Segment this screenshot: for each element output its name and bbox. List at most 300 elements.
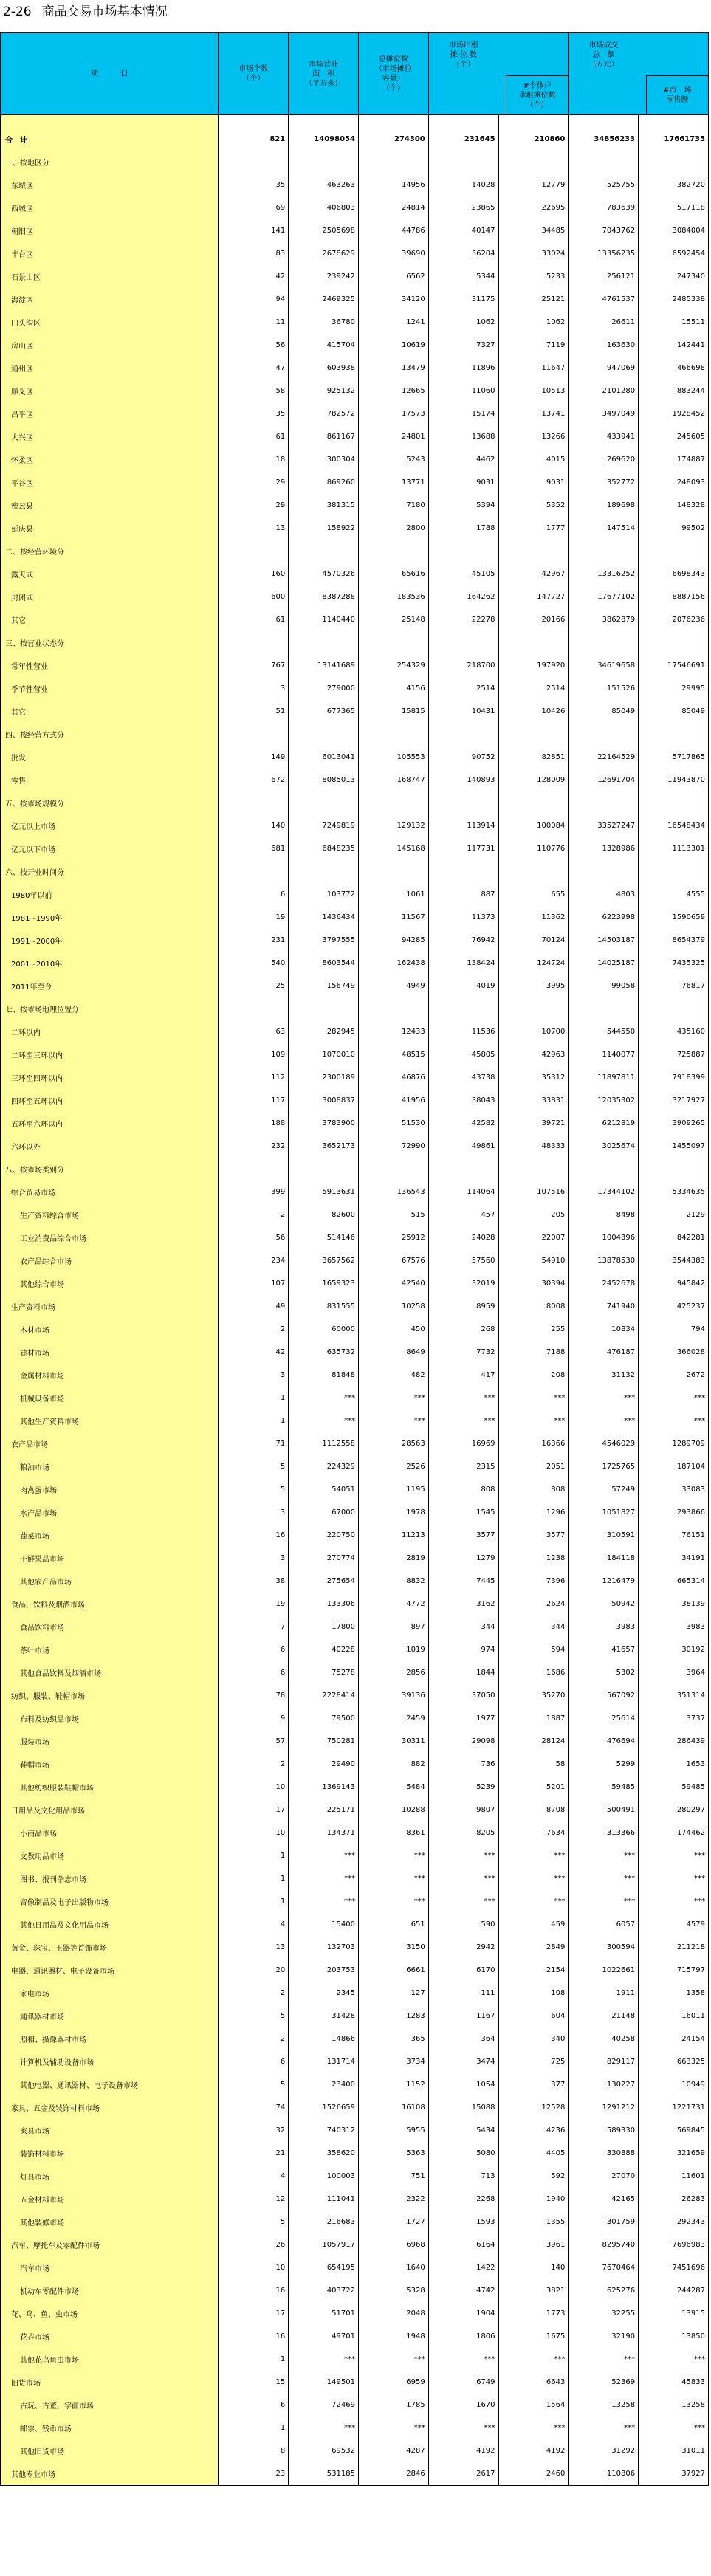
individual-stalls-cell: ***	[498, 2417, 569, 2439]
row-label: 日用品及文化用品市场	[1, 1799, 219, 1821]
market-count-cell	[219, 791, 289, 814]
rented-stalls-cell: 9807	[428, 1799, 498, 1821]
table-row	[1, 883, 709, 906]
area-cell: 869260	[289, 471, 359, 494]
row-label: 六环以外	[1, 1135, 219, 1158]
turnover-cell: 433941	[569, 425, 639, 448]
retail-cell: 76151	[639, 1524, 709, 1547]
rented-stalls-cell: 974	[428, 1638, 498, 1661]
rented-stalls-cell: 344	[428, 1615, 498, 1638]
retail-cell: ***	[639, 2417, 709, 2439]
rented-stalls-cell: 23865	[428, 196, 498, 219]
turnover-cell: 5299	[569, 1753, 639, 1776]
individual-stalls-cell: 10700	[498, 1020, 569, 1043]
rented-stalls-cell: 11896	[428, 357, 498, 379]
individual-stalls-cell: 10426	[498, 700, 569, 723]
area-cell: 60000	[289, 1318, 359, 1341]
total-stalls-cell: 1978	[358, 1501, 428, 1524]
individual-stalls-cell: 10513	[498, 379, 569, 402]
individual-stalls-cell: 3961	[498, 2233, 569, 2256]
total-stalls-cell: 6968	[358, 2233, 428, 2256]
market-count-cell: 35	[219, 402, 289, 425]
rented-stalls-cell: 5239	[428, 1776, 498, 1799]
retail-cell: 1113301	[639, 837, 709, 860]
total-stalls-cell: 5328	[358, 2279, 428, 2302]
table-row	[1, 1066, 709, 1089]
turnover-cell	[569, 860, 639, 883]
rented-stalls-cell: ***	[428, 2348, 498, 2371]
turnover-cell: 34856233	[569, 127, 639, 151]
table-row	[1, 311, 709, 334]
row-label: 五金材料市场	[1, 2188, 219, 2211]
total-stalls-cell: ***	[358, 1867, 428, 1890]
header-turnover: 市场成交 总 额 （万元） #市 场 零售额	[569, 33, 709, 115]
turnover-cell: 544550	[569, 1020, 639, 1043]
market-count-cell: 61	[219, 608, 289, 631]
turnover-cell: 57249	[569, 1478, 639, 1501]
market-count-cell: 10	[219, 2256, 289, 2279]
total-stalls-cell: 24801	[358, 425, 428, 448]
rented-stalls-cell: 15088	[428, 2096, 498, 2119]
turnover-cell: 500491	[569, 1799, 639, 1821]
row-label: 其他纺织服装鞋帽市场	[1, 1776, 219, 1799]
area-cell: 224329	[289, 1455, 359, 1478]
individual-stalls-cell: ***	[498, 1387, 569, 1409]
area-cell	[289, 860, 359, 883]
individual-stalls-cell: 124724	[498, 952, 569, 975]
retail-cell: 321659	[639, 2142, 709, 2165]
turnover-cell: 300594	[569, 1936, 639, 1959]
table-row	[1, 608, 709, 631]
market-count-cell: 4	[219, 2165, 289, 2188]
total-stalls-cell: 4949	[358, 975, 428, 997]
market-count-cell: 2	[219, 1753, 289, 1776]
retail-cell: 85049	[639, 700, 709, 723]
row-label: 茶叶市场	[1, 1638, 219, 1661]
table-row	[1, 1844, 709, 1867]
total-stalls-cell: 162438	[358, 952, 428, 975]
turnover-cell: 589330	[569, 2119, 639, 2142]
row-label: 其他电器、通讯器材、电子设备市场	[1, 2073, 219, 2096]
page-title	[3, 3, 168, 21]
rented-stalls-cell: 1904	[428, 2302, 498, 2325]
total-stalls-cell: 10258	[358, 1295, 428, 1318]
rented-stalls-cell: 13688	[428, 425, 498, 448]
market-count-cell: 3	[219, 1501, 289, 1524]
total-stalls-cell: 168747	[358, 769, 428, 791]
area-cell: 3652173	[289, 1135, 359, 1158]
individual-stalls-cell: 42967	[498, 563, 569, 585]
turnover-cell: 147514	[569, 517, 639, 540]
total-stalls-cell: 12433	[358, 1020, 428, 1043]
turnover-cell: 625276	[569, 2279, 639, 2302]
total-stalls-cell: 1283	[358, 2005, 428, 2027]
table-row	[1, 814, 709, 837]
area-cell: 239242	[289, 265, 359, 288]
table-row	[1, 2005, 709, 2027]
turnover-cell: 163630	[569, 334, 639, 357]
section-header-row	[1, 997, 709, 1020]
individual-stalls-cell: 4236	[498, 2119, 569, 2142]
rented-stalls-cell: 736	[428, 1753, 498, 1776]
market-count-cell: 20	[219, 1959, 289, 1982]
market-count-cell: 56	[219, 1226, 289, 1249]
area-cell: 82600	[289, 1203, 359, 1226]
individual-stalls-cell: 208	[498, 1364, 569, 1387]
table-row	[1, 1890, 709, 1913]
rented-stalls-cell: 364	[428, 2027, 498, 2050]
total-stalls-cell: 6562	[358, 265, 428, 288]
table-row	[1, 174, 709, 196]
turnover-cell: 741940	[569, 1295, 639, 1318]
row-label: 其它	[1, 608, 219, 631]
individual-stalls-cell: 39721	[498, 1112, 569, 1135]
individual-stalls-cell: 1686	[498, 1661, 569, 1684]
market-count-cell: 74	[219, 2096, 289, 2119]
table-row	[1, 1112, 709, 1135]
retail-cell	[639, 723, 709, 746]
rented-stalls-cell: 31175	[428, 288, 498, 311]
individual-stalls-cell: 42963	[498, 1043, 569, 1066]
total-stalls-cell: 6661	[358, 1959, 428, 1982]
table-row	[1, 2348, 709, 2371]
row-label: 水产品市场	[1, 1501, 219, 1524]
row-label: 2001~2010年	[1, 952, 219, 975]
rented-stalls-cell	[428, 997, 498, 1020]
turnover-cell: 525755	[569, 174, 639, 196]
market-count-cell: 5	[219, 2073, 289, 2096]
retail-cell	[639, 151, 709, 174]
area-cell: 75278	[289, 1661, 359, 1684]
market-count-cell: 681	[219, 837, 289, 860]
statistics-table-container	[0, 32, 709, 2486]
table-header-row	[1, 33, 709, 115]
row-label: 黄金、珠宝、玉器等首饰市场	[1, 1936, 219, 1959]
turnover-cell: 27070	[569, 2165, 639, 2188]
rented-stalls-cell: 42582	[428, 1112, 498, 1135]
turnover-cell	[569, 631, 639, 654]
table-row	[1, 1226, 709, 1249]
area-cell	[289, 631, 359, 654]
row-label: 亿元以上市场	[1, 814, 219, 837]
row-label: 其他农产品市场	[1, 1570, 219, 1593]
individual-stalls-cell	[498, 540, 569, 563]
rented-stalls-cell: 3162	[428, 1593, 498, 1615]
market-count-cell: 11	[219, 311, 289, 334]
retail-cell: 31011	[639, 2439, 709, 2462]
rented-stalls-cell: 417	[428, 1364, 498, 1387]
rented-stalls-cell: 164262	[428, 585, 498, 608]
retail-cell: 13850	[639, 2325, 709, 2348]
retail-cell: 3964	[639, 1661, 709, 1684]
table-row	[1, 2394, 709, 2417]
turnover-cell: 4761537	[569, 288, 639, 311]
retail-cell: 38139	[639, 1593, 709, 1615]
rented-stalls-cell: 1062	[428, 311, 498, 334]
total-stalls-cell: 450	[358, 1318, 428, 1341]
market-count-cell: 51	[219, 700, 289, 723]
market-count-cell: 1	[219, 1890, 289, 1913]
turnover-cell: 1328986	[569, 837, 639, 860]
market-count-cell: 47	[219, 357, 289, 379]
turnover-cell	[569, 151, 639, 174]
table-row	[1, 265, 709, 288]
table-row	[1, 1249, 709, 1272]
total-stalls-cell: 1948	[358, 2325, 428, 2348]
retail-cell	[639, 791, 709, 814]
market-count-cell: 83	[219, 242, 289, 265]
retail-cell: 245605	[639, 425, 709, 448]
row-label: 计算机及辅助设备市场	[1, 2050, 219, 2073]
retail-cell: 4555	[639, 883, 709, 906]
turnover-cell: 31292	[569, 2439, 639, 2462]
turnover-cell: 1004396	[569, 1226, 639, 1249]
row-label: 文教用品市场	[1, 1844, 219, 1867]
table-row	[1, 1730, 709, 1753]
retail-cell: 26283	[639, 2188, 709, 2211]
retail-cell: 382720	[639, 174, 709, 196]
retail-cell: 7918399	[639, 1066, 709, 1089]
rented-stalls-cell	[428, 631, 498, 654]
total-stalls-cell: 515	[358, 1203, 428, 1226]
retail-cell: 11601	[639, 2165, 709, 2188]
row-label: 小商品市场	[1, 1821, 219, 1844]
header-total-stalls: 总摊位数 （市场摊位 容量） （个）	[358, 33, 428, 115]
row-label: 农产品综合市场	[1, 1249, 219, 1272]
market-count-cell: 234	[219, 1249, 289, 1272]
table-row	[1, 585, 709, 608]
total-stalls-cell: 5363	[358, 2142, 428, 2165]
individual-stalls-cell: 1564	[498, 2394, 569, 2417]
row-label: 灯具市场	[1, 2165, 219, 2188]
total-stalls-cell: 2856	[358, 1661, 428, 1684]
rented-stalls-cell: 2514	[428, 677, 498, 700]
retail-cell: ***	[639, 1409, 709, 1432]
area-cell: 1112558	[289, 1432, 359, 1455]
row-label: 其他花鸟鱼虫市场	[1, 2348, 219, 2371]
retail-cell: 2672	[639, 1364, 709, 1387]
rented-stalls-cell	[428, 723, 498, 746]
individual-stalls-cell	[498, 151, 569, 174]
total-stalls-cell: 7180	[358, 494, 428, 517]
retail-cell: 1221731	[639, 2096, 709, 2119]
retail-cell	[639, 540, 709, 563]
header-retail-sales: #市 场 零售额	[646, 75, 708, 114]
market-count-cell: 188	[219, 1112, 289, 1135]
market-count-cell: 3	[219, 1547, 289, 1570]
header-individual-stalls: #个体户 承租摊位数 （个）	[506, 75, 568, 114]
market-count-cell: 16	[219, 2325, 289, 2348]
area-cell: 40228	[289, 1638, 359, 1661]
retail-cell: 3084004	[639, 219, 709, 242]
total-stalls-cell: ***	[358, 1844, 428, 1867]
area-cell: 203753	[289, 1959, 359, 1982]
total-stalls-cell: 44786	[358, 219, 428, 242]
area-cell: 103772	[289, 883, 359, 906]
row-label: 平谷区	[1, 471, 219, 494]
table-row	[1, 1867, 709, 1890]
total-stalls-cell: 34120	[358, 288, 428, 311]
individual-stalls-cell: 1773	[498, 2302, 569, 2325]
total-stalls-cell: 8649	[358, 1341, 428, 1364]
individual-stalls-cell: 16366	[498, 1432, 569, 1455]
individual-stalls-cell: 110776	[498, 837, 569, 860]
row-label: 其他综合市场	[1, 1272, 219, 1295]
market-count-cell: 540	[219, 952, 289, 975]
individual-stalls-cell: 54910	[498, 1249, 569, 1272]
table-row	[1, 2119, 709, 2142]
individual-stalls-cell	[498, 860, 569, 883]
turnover-cell: 3983	[569, 1615, 639, 1638]
row-label: 合 计	[1, 127, 219, 151]
rented-stalls-cell: 4192	[428, 2439, 498, 2462]
area-cell: 81848	[289, 1364, 359, 1387]
total-stalls-cell: 1019	[358, 1638, 428, 1661]
retail-cell: 30192	[639, 1638, 709, 1661]
turnover-cell: 1022661	[569, 1959, 639, 1982]
table-row	[1, 2073, 709, 2096]
row-label: 建材市场	[1, 1341, 219, 1364]
retail-cell: 33083	[639, 1478, 709, 1501]
total-stalls-cell: 13771	[358, 471, 428, 494]
rented-stalls-cell: 4019	[428, 975, 498, 997]
individual-stalls-cell: 340	[498, 2027, 569, 2050]
area-cell: 158922	[289, 517, 359, 540]
market-count-cell: 35	[219, 174, 289, 196]
rented-stalls-cell: 2617	[428, 2462, 498, 2486]
row-label: 鞋帽市场	[1, 1753, 219, 1776]
turnover-cell: 256121	[569, 265, 639, 288]
turnover-cell: 313366	[569, 1821, 639, 1844]
table-row	[1, 379, 709, 402]
individual-stalls-cell: 210860	[498, 127, 569, 151]
rented-stalls-cell: 11060	[428, 379, 498, 402]
individual-stalls-cell: 2460	[498, 2462, 569, 2486]
rented-stalls-cell: 45105	[428, 563, 498, 585]
turnover-cell: 567092	[569, 1684, 639, 1707]
rented-stalls-cell: 16969	[428, 1432, 498, 1455]
individual-stalls-cell	[498, 723, 569, 746]
retail-cell: 883244	[639, 379, 709, 402]
retail-cell: 248093	[639, 471, 709, 494]
individual-stalls-cell: 7634	[498, 1821, 569, 1844]
row-label: 家具市场	[1, 2119, 219, 2142]
rented-stalls-cell: 11373	[428, 906, 498, 929]
area-cell: 156749	[289, 975, 359, 997]
rented-stalls-cell: 2315	[428, 1455, 498, 1478]
area-cell: 31428	[289, 2005, 359, 2027]
retail-cell: 2485338	[639, 288, 709, 311]
area-cell: 861167	[289, 425, 359, 448]
header-business-area: 市场营业 面 积 （平方米）	[289, 33, 359, 115]
area-cell: 1436434	[289, 906, 359, 929]
row-label: 邮票、钱币市场	[1, 2417, 219, 2439]
individual-stalls-cell: 4192	[498, 2439, 569, 2462]
row-label: 综合贸易市场	[1, 1181, 219, 1203]
turnover-cell: 99058	[569, 975, 639, 997]
area-cell: 635732	[289, 1341, 359, 1364]
total-stalls-cell: 183536	[358, 585, 428, 608]
retail-cell: 8887156	[639, 585, 709, 608]
turnover-cell: 1725765	[569, 1455, 639, 1478]
total-stalls-cell: 2459	[358, 1707, 428, 1730]
rented-stalls-cell: 1806	[428, 2325, 498, 2348]
row-label: 生产资料市场	[1, 1295, 219, 1318]
rented-stalls-cell: 36204	[428, 242, 498, 265]
market-count-cell: 15	[219, 2371, 289, 2394]
total-stalls-cell: 46876	[358, 1066, 428, 1089]
individual-stalls-cell: 7188	[498, 1341, 569, 1364]
turnover-cell: 189698	[569, 494, 639, 517]
total-stalls-cell	[358, 791, 428, 814]
row-label: 肉禽蛋市场	[1, 1478, 219, 1501]
market-count-cell: 61	[219, 425, 289, 448]
turnover-cell: 32255	[569, 2302, 639, 2325]
market-count-cell: 5	[219, 1478, 289, 1501]
market-count-cell: 49	[219, 1295, 289, 1318]
table-row	[1, 288, 709, 311]
turnover-cell: ***	[569, 1844, 639, 1867]
individual-stalls-cell: 33831	[498, 1089, 569, 1112]
total-stalls-cell: 25148	[358, 608, 428, 631]
individual-stalls-cell: 34485	[498, 219, 569, 242]
area-cell: 72469	[289, 2394, 359, 2417]
market-count-cell: 160	[219, 563, 289, 585]
area-cell: 381315	[289, 494, 359, 517]
turnover-cell: 26611	[569, 311, 639, 334]
rented-stalls-cell: 7732	[428, 1341, 498, 1364]
row-label: 八、按市场类别分	[1, 1158, 219, 1181]
total-stalls-cell: 127	[358, 1982, 428, 2005]
individual-stalls-cell: 9031	[498, 471, 569, 494]
row-label: 四环至五环以内	[1, 1089, 219, 1112]
total-stalls-cell: 15815	[358, 700, 428, 723]
turnover-cell: 330888	[569, 2142, 639, 2165]
total-row	[1, 127, 709, 151]
turnover-cell: 184118	[569, 1547, 639, 1570]
retail-cell: 8654379	[639, 929, 709, 952]
rented-stalls-cell: 111	[428, 1982, 498, 2005]
turnover-cell: 7670464	[569, 2256, 639, 2279]
market-count-cell: 141	[219, 219, 289, 242]
turnover-cell: 31132	[569, 1364, 639, 1387]
total-stalls-cell: 39690	[358, 242, 428, 265]
table-row	[1, 471, 709, 494]
table-row	[1, 1364, 709, 1387]
market-count-cell: 3	[219, 1364, 289, 1387]
retail-cell: ***	[639, 1867, 709, 1890]
area-cell: ***	[289, 1890, 359, 1913]
turnover-cell: 1291212	[569, 2096, 639, 2119]
total-stalls-cell: 72990	[358, 1135, 428, 1158]
retail-cell: ***	[639, 1844, 709, 1867]
individual-stalls-cell: 1355	[498, 2211, 569, 2233]
individual-stalls-cell: 35270	[498, 1684, 569, 1707]
area-cell: 406803	[289, 196, 359, 219]
individual-stalls-cell: 7396	[498, 1570, 569, 1593]
area-cell: 111041	[289, 2188, 359, 2211]
table-row	[1, 242, 709, 265]
table-row	[1, 1501, 709, 1524]
total-stalls-cell: 2846	[358, 2462, 428, 2486]
individual-stalls-cell: 8008	[498, 1295, 569, 1318]
market-count-cell: 29	[219, 494, 289, 517]
table-row	[1, 1272, 709, 1295]
rented-stalls-cell: 1977	[428, 1707, 498, 1730]
rented-stalls-cell: 43738	[428, 1066, 498, 1089]
table-row	[1, 1387, 709, 1409]
rented-stalls-cell: 140893	[428, 769, 498, 791]
